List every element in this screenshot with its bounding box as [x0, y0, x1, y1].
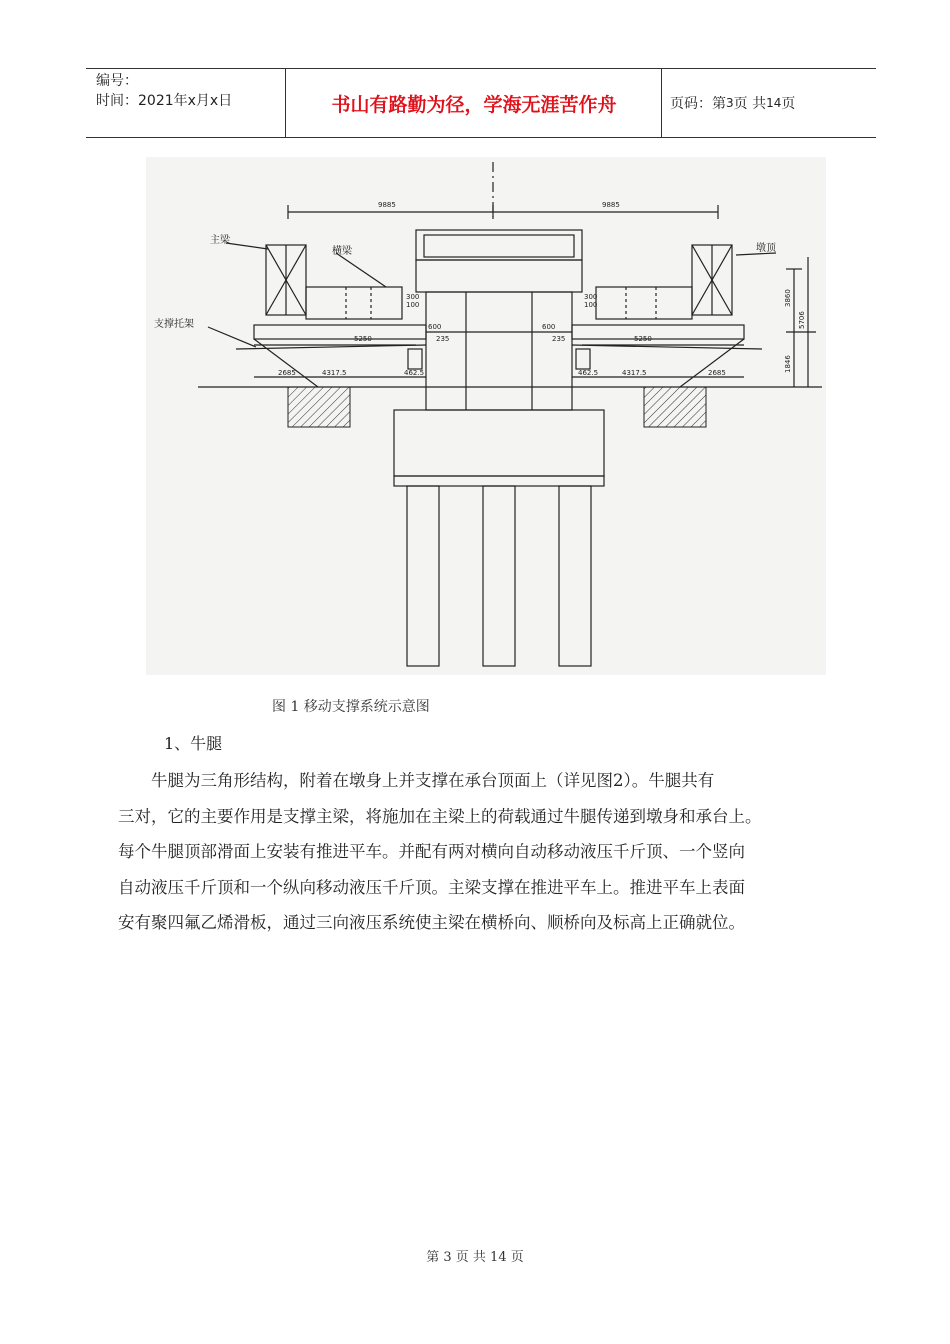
dim-462-left: 462.5 [404, 369, 425, 377]
paragraph-line: 三对，它的主要作用是支撑主梁，将施加在主梁上的荷载通过牛腿传递到墩身和承台上。 [118, 806, 762, 826]
dim-600-right: 600 [542, 323, 556, 331]
label-support-bracket: 支撑托架 [154, 319, 194, 330]
dim-5706: 5706 [798, 311, 806, 329]
dim-4317-left: 4317.5 [322, 369, 347, 377]
dim-300-left: 300 [406, 293, 420, 301]
time-label: 时间：2021年x月x日 [96, 93, 233, 109]
paragraph-line: 牛腿为三角形结构，附着在墩身上并支撑在承台顶面上（详见图2）。牛腿共有 [118, 771, 715, 790]
header-page-number: 页码：第 3 页 共 14 页 [670, 96, 796, 112]
page-header [86, 68, 876, 138]
figure-caption: 图 1 移动支撑系统示意图 [272, 699, 430, 715]
dim-span-left: 9885 [378, 201, 396, 209]
dim-100-right: 100 [584, 301, 598, 309]
paragraph-line: 安有聚四氟乙烯滑板，通过三向液压系统使主梁在横桥向、顺桥向及标高上正确就位。 [118, 913, 745, 932]
dim-235-right: 235 [552, 335, 566, 343]
dim-100-left: 100 [406, 301, 420, 309]
support-system-diagram [146, 157, 826, 675]
label-main-beam: 主梁 [210, 235, 230, 246]
page-footer: 第 3 页 共 14 页 [426, 1250, 524, 1265]
header-motto: 书山有路勤为径，学海无涯苦作舟 [287, 69, 662, 137]
paragraph-line: 自动液压千斤顶和一个纵向移动液压千斤顶。主梁支撑在推进平车上。推进平车上表面 [118, 877, 745, 897]
dim-300-right: 300 [584, 293, 598, 301]
dim-2685-left: 2685 [278, 369, 296, 377]
dim-5250-right: 5250 [634, 335, 652, 343]
dim-1846: 1846 [784, 355, 792, 373]
dim-235-left: 235 [436, 335, 450, 343]
paragraph-line: 每个牛腿顶部滑面上安装有推进平车。并配有两对横向自动移动液压千斤顶、一个竖向 [118, 842, 745, 861]
label-cross-beam: 横梁 [332, 246, 352, 257]
dim-5250-left: 5250 [354, 335, 372, 343]
header-meta [86, 69, 286, 137]
dim-4317-right: 4317.5 [622, 369, 647, 377]
body-paragraph [118, 763, 863, 941]
figure-diagram [146, 157, 826, 675]
dim-2685-right: 2685 [708, 369, 726, 377]
dim-span-right: 9885 [602, 201, 620, 209]
dim-462-right: 462.5 [578, 369, 599, 377]
dim-600-left: 600 [428, 323, 442, 331]
label-pier-top: 墩顶 [756, 243, 776, 254]
serial-label: 编号： [96, 73, 138, 89]
dim-3860: 3860 [784, 289, 792, 307]
section-heading: 1、牛腿 [164, 734, 223, 753]
